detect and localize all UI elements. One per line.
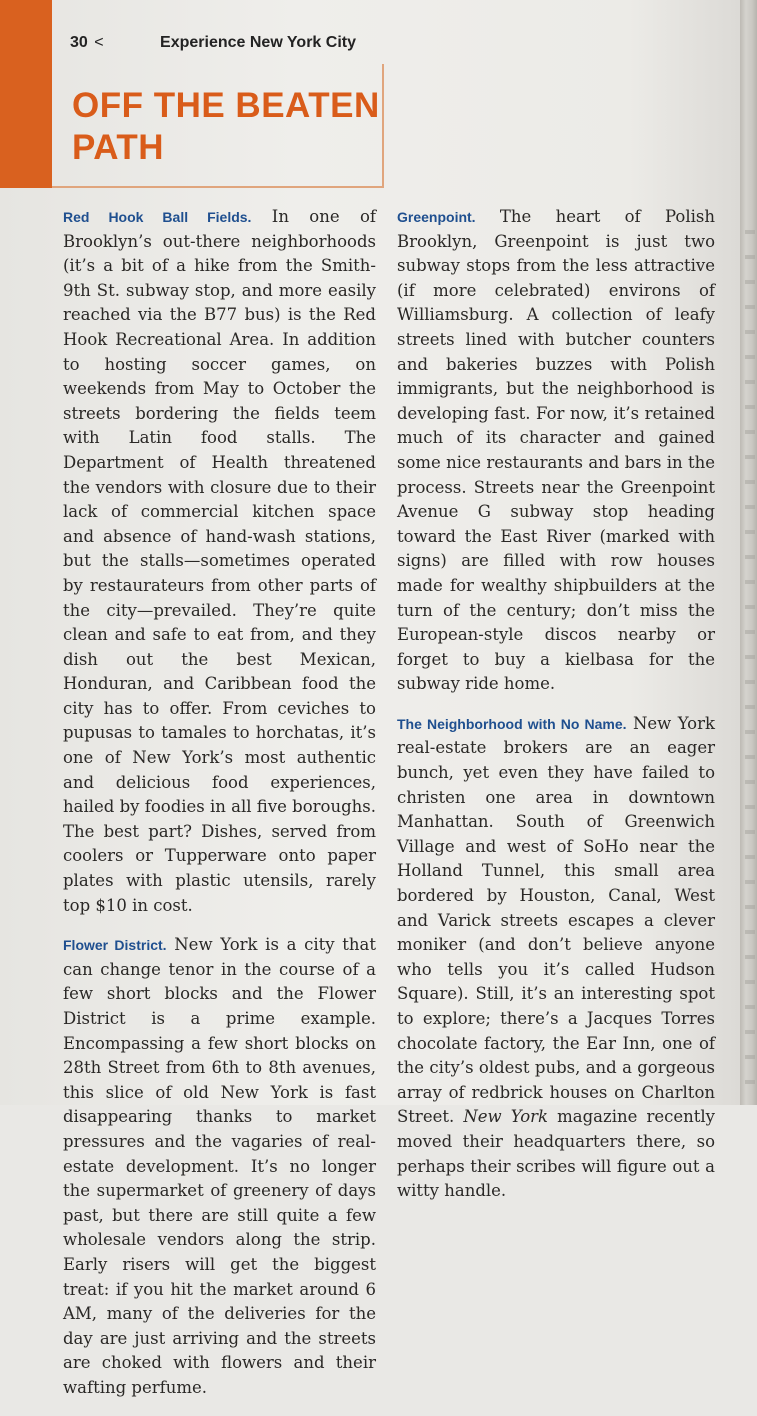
facing-page-text-fragment	[745, 980, 755, 984]
section-title-line1: OFF THE BEATEN	[72, 86, 380, 125]
facing-page-text-fragment	[745, 880, 755, 884]
facing-page-text-fragment	[745, 555, 755, 559]
entry-heading: Red Hook Ball Fields.	[63, 209, 252, 225]
facing-page-text-fragment	[745, 705, 755, 709]
facing-page-text-fragment	[745, 830, 755, 834]
facing-page-text-fragment	[745, 805, 755, 809]
entry-body: magazine recently moved their headquarters there, so perhaps their scribes will figure out a witty handle.	[397, 1107, 715, 1201]
facing-page-text-fragment	[745, 1080, 755, 1084]
section-title-line2: PATH	[72, 128, 165, 167]
entry-body: In one of Brooklyn’s out-there neighborhoods (it’s a bit of a hike from the Smith-9th St. subway stop, and more easily reached via the B77 bus) is the Red Hook Recreational Area. In addition to hosting soccer games, on weekends from May to October the streets bordering the fields teem with Latin food stalls. The Department of Health threatened the vendors with closure due to their lack of commercial kitchen space and absence of hand-wash stations, but the stalls—sometimes operated by restaurateurs from other parts of the city—prevailed. They’re quite clean and safe to eat from, and they dish out the best Mexican, Honduran, and Caribbean food the city has to offer. From ceviches to pupusas to tamales to horchatas, it’s one of New York’s most authentic and delicious food experiences, hailed by foodies in all five boroughs. The best part? Dishes, served from coolers or Tupperware onto paper plates with plastic utensils, rarely top $10 in cost.	[63, 207, 377, 915]
entry-red-hook	[63, 205, 376, 918]
entry-greenpoint	[397, 205, 715, 697]
left-column	[63, 205, 376, 1416]
facing-page-text-fragment	[745, 230, 755, 234]
facing-page-text-fragment	[745, 1030, 755, 1034]
entry-body: New York is a city that can change tenor in the course of a few short blocks and the Flower District is a prime example. Encompassing a few short blocks on 28th Street from 6th to 8th avenues, this slice of old New York is fast disappearing thanks to market pressures and the vagaries of real-estate development. It’s no longer the supermarket of greenery of days past, but there are still quite a few wholesale vendors along the strip. Early risers will get the biggest treat: if you hit the market around 6 AM, many of the deliveries for the day are just arriving and the streets are choked with flowers and their wafting perfume.	[63, 935, 376, 1397]
facing-page-text-fragment	[745, 755, 755, 759]
facing-page-text-fragment	[745, 955, 755, 959]
running-head	[70, 34, 356, 52]
facing-page-text-fragment	[745, 305, 755, 309]
facing-page-text-fragment	[745, 530, 755, 534]
facing-page-edge	[740, 0, 757, 1105]
facing-page-text-fragment	[745, 855, 755, 859]
facing-page-text-fragment	[745, 905, 755, 909]
facing-page-text-fragment	[745, 430, 755, 434]
facing-page-text-fragment	[745, 330, 755, 334]
page-number: 30	[70, 34, 88, 51]
facing-page-text-fragment	[745, 280, 755, 284]
facing-page-text-fragment	[745, 480, 755, 484]
facing-page-text-fragment	[745, 355, 755, 359]
facing-page-text-fragment	[745, 455, 755, 459]
facing-page-text-fragment	[745, 255, 755, 259]
facing-page-text-fragment	[745, 630, 755, 634]
facing-page-text-fragment	[745, 780, 755, 784]
entry-no-name	[397, 712, 715, 1204]
right-column	[397, 205, 715, 1219]
facing-page-text-fragment	[745, 1055, 755, 1059]
facing-page-text-fragment	[745, 655, 755, 659]
facing-page-text-fragment	[745, 505, 755, 509]
facing-page-text-fragment	[745, 730, 755, 734]
facing-page-text-fragment	[745, 580, 755, 584]
facing-page-text-fragment	[745, 1005, 755, 1009]
facing-page-text-fragment	[745, 930, 755, 934]
facing-page-text-fragment	[745, 605, 755, 609]
entry-body-italic: New York	[463, 1107, 549, 1127]
entry-body: New York real-estate brokers are an eager bunch, yet even they have failed to christen one area in downtown Manhattan. South of Greenwich Village and west of SoHo near the Holland Tunnel, this small area bordered by Houston, Canal, West and Varick streets escapes a clever moniker (and don’t believe anyone who tells you it’s called Hudson Square). Still, it’s an interesting spot to explore; there’s a Jacques Torres chocolate factory, the Ear Inn, one of the city’s oldest pubs, and a gorgeous array of redbrick houses on Charlton Street.	[397, 713, 715, 1127]
chevron-left-icon: <	[94, 34, 104, 51]
facing-page-text-fragment	[745, 680, 755, 684]
facing-page-text-fragment	[745, 405, 755, 409]
entry-heading: Flower District.	[63, 937, 167, 954]
orange-accent-bar	[0, 0, 52, 188]
book-title: Experience New York City	[160, 34, 356, 51]
facing-page-text-fragment	[745, 380, 755, 384]
section-title	[72, 85, 382, 169]
entry-heading: Greenpoint.	[397, 209, 476, 225]
entry-flower-district	[63, 933, 376, 1400]
entry-heading: The Neighborhood with No Name.	[397, 715, 627, 732]
entry-body: The heart of Polish Brooklyn, Greenpoint is just two subway stops from the less attractive (if more celebrated) environs of Williamsburg. A collection of leafy streets lined with butcher counters and bakeries buzzes with Polish immigrants, but the neighborhood is developing fast. For now, it’s retained much of its character and gained some nice restaurants and bars in the process. Streets near the Greenpoint Avenue G subway stop heading toward the East River (marked with signs) are filled with row houses made for wealthy shipbuilders at the turn of the century; don’t miss the European-style discos nearby or forget to buy a kielbasa for the subway ride home.	[397, 207, 715, 694]
